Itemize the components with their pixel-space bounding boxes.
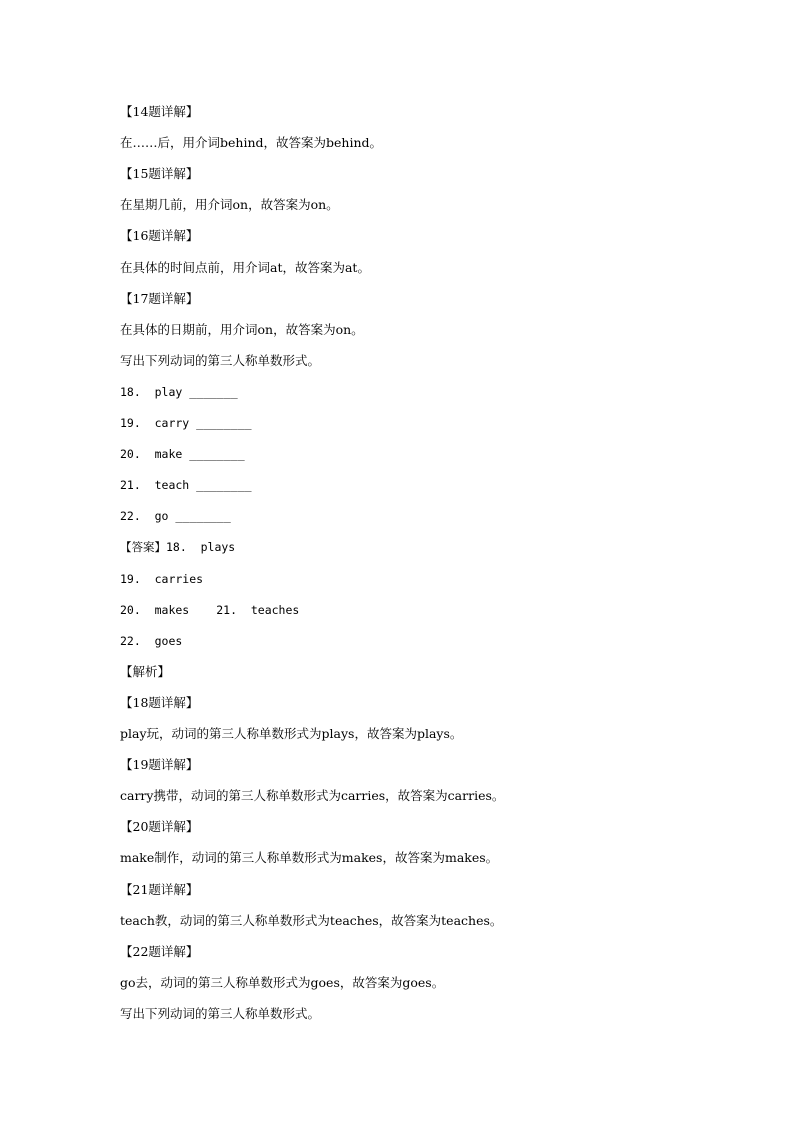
section-heading [120,818,198,836]
line-text: 【解析】 [120,664,171,679]
line-text: 【14题详解】 [120,104,199,119]
paragraph-text [120,259,370,277]
section-heading [120,881,198,899]
paragraph-text [120,787,504,805]
question-item [120,383,238,401]
paragraph-text [120,352,320,370]
line-text: 【22题详解】 [120,944,199,959]
question-item [120,414,252,432]
paragraph-text [120,1005,320,1023]
question-item [120,507,231,525]
line-text: 在……后，用介词behind，故答案为behind。 [120,135,383,150]
paragraph-text [120,196,339,214]
line-text: go去，动词的第三人称单数形式为goes，故答案为goes。 [120,975,445,990]
paragraph-text [120,321,364,339]
paragraph-text [120,912,502,930]
question-item [120,445,245,463]
line-text: 【20题详解】 [120,819,199,834]
section-heading [120,943,198,961]
paragraph-text [120,725,462,743]
section-heading [120,103,198,121]
line-text: 19. carry ________ [120,416,252,430]
section-heading [120,290,198,308]
line-text: make制作，动词的第三人称单数形式为makes，故答案为makes。 [120,850,499,865]
section-heading [120,663,170,681]
document-page [120,0,720,1123]
section-heading [120,165,198,183]
paragraph-text [120,974,444,992]
line-text: 【18题详解】 [120,695,199,710]
answer-item [120,601,299,619]
line-text: 20. make ________ [120,447,245,461]
line-text: 22. goes [120,634,183,648]
question-item [120,476,252,494]
answer-item [120,632,182,650]
line-text: 22. go ________ [120,509,231,523]
line-text: 在星期几前，用介词on，故答案为on。 [120,197,339,212]
line-text: 【15题详解】 [120,166,199,181]
line-text: 【21题详解】 [120,882,199,897]
line-text: 【16题详解】 [120,228,199,243]
line-text: 18. play _______ [120,385,238,399]
answer-item [120,570,203,588]
line-text: teach教，动词的第三人称单数形式为teaches，故答案为teaches。 [120,913,503,928]
line-text: 20. makes [120,603,190,617]
line-text: 在具体的日期前，用介词on，故答案为on。 [120,322,364,337]
line-text: 在具体的时间点前，用介词at，故答案为at。 [120,260,370,275]
line-text: 【19题详解】 [120,757,199,772]
line-text: 写出下列动词的第三人称单数形式。 [120,1006,321,1021]
answer-item [120,538,235,556]
line-text: 【答案】18. plays [120,540,236,554]
section-heading [120,227,198,245]
line-text: carry携带，动词的第三人称单数形式为carries，故答案为carries。 [120,788,505,803]
line-text: play玩，动词的第三人称单数形式为plays，故答案为plays。 [120,726,463,741]
line-text: 写出下列动词的第三人称单数形式。 [120,353,321,368]
line-text: 21. teach ________ [120,478,252,492]
section-heading [120,756,198,774]
paragraph-text [120,849,498,867]
line-text: 【17题详解】 [120,291,199,306]
paragraph-text [120,134,382,152]
section-heading [120,694,198,712]
answer-item-inline: 21. teaches [216,603,300,617]
line-text: 19. carries [120,572,204,586]
